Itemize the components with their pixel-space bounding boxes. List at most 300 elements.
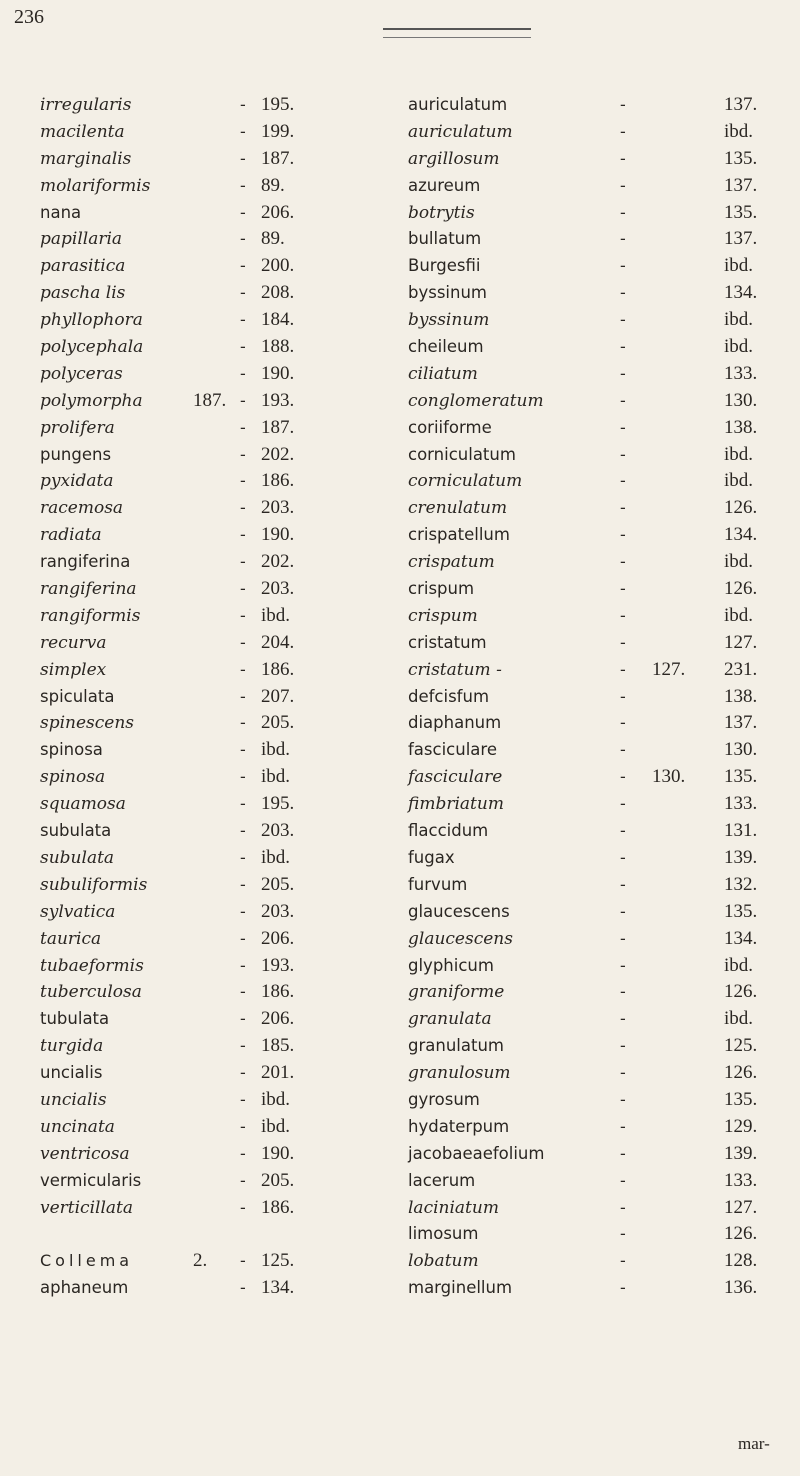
entry-name: ventricosa xyxy=(40,1143,130,1164)
entry-name: ciliatum xyxy=(408,363,478,384)
index-entry xyxy=(40,1087,400,1114)
entry-page: 185. xyxy=(261,1035,295,1057)
entry-name: graniforme xyxy=(408,982,505,1003)
index-entry xyxy=(408,576,778,603)
leader-dash: - xyxy=(240,202,246,223)
index-entry xyxy=(408,226,778,253)
entry-page: 205. xyxy=(261,1169,295,1191)
index-entry xyxy=(40,549,400,576)
entry-page: 137. xyxy=(724,228,758,250)
leader-dash: - xyxy=(620,1197,626,1218)
leader-dash: - xyxy=(620,901,626,922)
entry-name: pascha lis xyxy=(40,283,126,304)
entry-page: 130. xyxy=(724,739,758,761)
entry-page: 130. xyxy=(724,389,758,411)
index-entry xyxy=(40,1221,400,1248)
leader-dash: - xyxy=(240,1170,246,1191)
entry-name: glaucescens xyxy=(408,928,513,949)
index-entry xyxy=(40,226,400,253)
entry-secondary-page: 187. xyxy=(193,389,227,411)
index-entry xyxy=(408,442,778,469)
entry-name: azureum xyxy=(408,175,481,195)
index-entry xyxy=(408,872,778,899)
leader-dash: - xyxy=(240,256,246,277)
entry-page: 205. xyxy=(261,712,295,734)
leader-dash: - xyxy=(620,121,626,142)
entry-name: recurva xyxy=(40,632,107,653)
entry-secondary-page: 2. xyxy=(193,1250,208,1272)
entry-page: 208. xyxy=(261,282,295,304)
entry-name: Burgesfii xyxy=(408,256,481,276)
index-entry xyxy=(408,1275,778,1302)
entry-name: bullatum xyxy=(408,229,482,249)
entry-name: defcisfum xyxy=(408,686,490,706)
index-entry xyxy=(408,253,778,280)
entry-page: 134. xyxy=(724,927,758,949)
entry-name: fimbriatum xyxy=(408,794,504,815)
entry-name: lobatum xyxy=(408,1251,479,1272)
index-entry xyxy=(40,1168,400,1195)
entry-name: flaccidum xyxy=(408,821,489,841)
index-entry xyxy=(408,630,778,657)
leader-dash: - xyxy=(240,1197,246,1218)
leader-dash: - xyxy=(620,794,626,815)
entry-page: ibd. xyxy=(724,336,754,358)
leader-dash: - xyxy=(240,955,246,976)
index-entry xyxy=(40,710,400,737)
entry-page: 206. xyxy=(261,1008,295,1030)
index-entry xyxy=(40,1033,400,1060)
entry-page: 186. xyxy=(261,470,295,492)
entry-name: prolifera xyxy=(40,417,115,438)
index-entry xyxy=(408,737,778,764)
leader-dash: - xyxy=(620,1143,626,1164)
index-entry xyxy=(40,1248,400,1275)
entry-page: 135. xyxy=(724,766,758,788)
index-entry xyxy=(408,200,778,227)
index-entry xyxy=(40,1060,400,1087)
leader-dash: - xyxy=(240,767,246,788)
page-number: 236 xyxy=(14,6,44,28)
entry-name: spinosa xyxy=(40,740,103,760)
leader-dash: - xyxy=(620,686,626,707)
leader-dash: - xyxy=(240,1251,246,1272)
entry-name: coriiforme xyxy=(408,417,492,437)
index-entry xyxy=(408,1060,778,1087)
index-entry xyxy=(40,899,400,926)
entry-page: 134. xyxy=(724,524,758,546)
leader-dash: - xyxy=(620,632,626,653)
entry-name: granulata xyxy=(408,1009,492,1030)
entry-name: glaucescens xyxy=(408,901,510,921)
entry-page: ibd. xyxy=(261,604,291,626)
index-column-right xyxy=(408,92,778,1302)
index-entry xyxy=(40,979,400,1006)
leader-dash: - xyxy=(240,121,246,142)
leader-dash: - xyxy=(240,632,246,653)
index-entry xyxy=(408,845,778,872)
leader-dash: - xyxy=(620,256,626,277)
leader-dash: - xyxy=(240,1143,246,1164)
entry-page: ibd. xyxy=(724,551,754,573)
index-entry xyxy=(40,818,400,845)
index-entry xyxy=(40,576,400,603)
leader-dash: - xyxy=(240,310,246,331)
entry-page: 203. xyxy=(261,497,295,519)
entry-page: 188. xyxy=(261,336,295,358)
entry-page: 137. xyxy=(724,94,758,115)
entry-page: 201. xyxy=(261,1062,295,1084)
leader-dash: - xyxy=(240,794,246,815)
entry-page: 129. xyxy=(724,1115,758,1137)
entry-name: spinescens xyxy=(40,713,135,734)
leader-dash: - xyxy=(240,148,246,169)
entry-name: uncialis xyxy=(40,1089,107,1110)
leader-dash: - xyxy=(240,579,246,600)
index-entry xyxy=(40,1275,400,1302)
entry-page: ibd. xyxy=(261,1088,291,1110)
leader-dash: - xyxy=(240,928,246,949)
entry-name: crenulatum xyxy=(408,498,508,519)
entry-page: 126. xyxy=(724,1223,758,1245)
leader-dash: - xyxy=(620,1009,626,1030)
entry-page: ibd. xyxy=(724,954,754,976)
entry-name: crispatellum xyxy=(408,525,510,545)
index-entry xyxy=(40,388,400,415)
index-entry xyxy=(408,522,778,549)
entry-page: 139. xyxy=(724,846,758,868)
index-entry xyxy=(40,926,400,953)
leader-dash: - xyxy=(620,310,626,331)
index-entry xyxy=(408,1141,778,1168)
entry-page: ibd. xyxy=(261,1115,291,1137)
entry-name: byssinum xyxy=(408,283,488,303)
leader-dash: - xyxy=(620,605,626,626)
index-entry xyxy=(40,791,400,818)
index-entry xyxy=(40,415,400,442)
index-entry xyxy=(408,791,778,818)
index-entry xyxy=(40,603,400,630)
entry-name: laciniatum xyxy=(408,1197,499,1218)
entry-name: polycephala xyxy=(40,337,144,358)
entry-name: fugax xyxy=(408,847,455,867)
index-entry xyxy=(408,603,778,630)
index-entry xyxy=(40,953,400,980)
entry-name: lacerum xyxy=(408,1170,476,1190)
index-entry xyxy=(40,307,400,334)
leader-dash: - xyxy=(620,1170,626,1191)
leader-dash: - xyxy=(620,229,626,250)
entry-name: irregularis xyxy=(40,95,132,115)
entry-page: 190. xyxy=(261,524,295,546)
entry-name: corniculatum xyxy=(408,444,516,464)
entry-name: jacobaeaefolium xyxy=(408,1143,545,1163)
index-entry xyxy=(40,764,400,791)
entry-name: Collema xyxy=(40,1251,134,1271)
index-entry xyxy=(408,146,778,173)
leader-dash: - xyxy=(620,148,626,169)
entry-name: aphaneum xyxy=(40,1278,129,1298)
entry-name: macilenta xyxy=(40,121,125,142)
entry-name: nana xyxy=(40,202,82,222)
leader-dash: - xyxy=(240,713,246,734)
entry-page: 195. xyxy=(261,94,295,115)
entry-page: 126. xyxy=(724,578,758,600)
entry-page: 131. xyxy=(724,820,758,842)
leader-dash: - xyxy=(240,605,246,626)
leader-dash: - xyxy=(240,525,246,546)
entry-page: 138. xyxy=(724,416,758,438)
entry-page: 135. xyxy=(724,1088,758,1110)
entry-name: crispum xyxy=(408,605,478,626)
entry-page: 193. xyxy=(261,954,295,976)
entry-name: spiculata xyxy=(40,686,115,706)
index-entry xyxy=(40,495,400,522)
entry-secondary-page: 130. xyxy=(652,766,686,788)
index-entry xyxy=(40,522,400,549)
leader-dash: - xyxy=(620,982,626,1003)
index-entry xyxy=(408,926,778,953)
leader-dash: - xyxy=(620,1224,626,1245)
index-entry xyxy=(408,1033,778,1060)
entry-page: 204. xyxy=(261,631,295,653)
index-entry xyxy=(40,253,400,280)
index-entry xyxy=(40,334,400,361)
entry-name: tubulata xyxy=(40,1009,110,1029)
entry-page: 199. xyxy=(261,120,295,142)
leader-dash: - xyxy=(240,1116,246,1137)
leader-dash: - xyxy=(620,390,626,411)
entry-name: marginalis xyxy=(40,148,132,169)
entry-name: crispatum xyxy=(408,552,495,573)
index-entry xyxy=(408,818,778,845)
entry-name: conglomeratum xyxy=(408,390,544,411)
index-entry xyxy=(408,92,778,119)
entry-page: 134. xyxy=(724,282,758,304)
index-entry xyxy=(408,361,778,388)
leader-dash: - xyxy=(240,982,246,1003)
entry-page: 206. xyxy=(261,927,295,949)
index-entry xyxy=(40,872,400,899)
entry-name: byssinum xyxy=(408,310,490,331)
leader-dash: - xyxy=(620,579,626,600)
index-entry xyxy=(40,1114,400,1141)
index-entry xyxy=(408,549,778,576)
entry-page: 126. xyxy=(724,981,758,1003)
index-entry xyxy=(408,388,778,415)
entry-name: parasitica xyxy=(40,256,126,277)
entry-name: radiata xyxy=(40,525,102,546)
entry-page: 137. xyxy=(724,174,758,196)
leader-dash: - xyxy=(240,363,246,384)
entry-name: tubaeformis xyxy=(40,955,144,976)
index-entry xyxy=(408,280,778,307)
entry-name: hydaterpum xyxy=(408,1116,510,1136)
leader-dash: - xyxy=(620,767,626,788)
index-entry xyxy=(40,684,400,711)
leader-dash: - xyxy=(240,229,246,250)
entry-name: auriculatum xyxy=(408,121,513,142)
leader-dash: - xyxy=(620,444,626,465)
entry-page: 139. xyxy=(724,1142,758,1164)
leader-dash: - xyxy=(620,713,626,734)
leader-dash: - xyxy=(240,498,246,519)
entry-page: ibd. xyxy=(724,255,754,277)
entry-name: cristatum xyxy=(408,632,487,652)
entry-page: 128. xyxy=(724,1250,758,1272)
entry-page: 125. xyxy=(261,1250,295,1272)
index-entry xyxy=(40,1006,400,1033)
leader-dash: - xyxy=(240,175,246,196)
entry-name: botrytis xyxy=(408,202,475,223)
index-entry xyxy=(408,119,778,146)
entry-name: spinosa xyxy=(40,767,106,788)
entry-name: glyphicum xyxy=(408,955,494,975)
entry-page: 133. xyxy=(724,1169,758,1191)
entry-page: 195. xyxy=(261,793,295,815)
index-entry xyxy=(408,710,778,737)
leader-dash: - xyxy=(620,821,626,842)
leader-dash: - xyxy=(240,95,246,115)
leader-dash: - xyxy=(620,471,626,492)
leader-dash: - xyxy=(240,283,246,304)
entry-page: ibd. xyxy=(261,766,291,788)
index-entry xyxy=(408,1221,778,1248)
entry-page: ibd. xyxy=(724,443,754,465)
index-entry xyxy=(408,1006,778,1033)
index-entry xyxy=(40,119,400,146)
entry-name: cheileum xyxy=(408,337,484,357)
entry-name: turgida xyxy=(40,1036,104,1057)
header-rule xyxy=(383,28,531,38)
entry-name: squamosa xyxy=(40,794,126,815)
entry-name: simplex xyxy=(40,659,107,680)
entry-page: 89. xyxy=(261,174,285,196)
entry-page: ibd. xyxy=(724,120,754,142)
entry-name: verticillata xyxy=(40,1197,133,1218)
index-entry xyxy=(408,415,778,442)
entry-page: 133. xyxy=(724,362,758,384)
entry-page: 135. xyxy=(724,147,758,169)
entry-name: rangiferina xyxy=(40,552,131,572)
index-entry xyxy=(408,1087,778,1114)
entry-name: auriculatum xyxy=(408,95,508,114)
leader-dash: - xyxy=(240,417,246,438)
index-entry xyxy=(40,468,400,495)
entry-name: pungens xyxy=(40,444,112,464)
entry-name: phyllophora xyxy=(40,310,143,331)
entry-page: ibd. xyxy=(261,846,291,868)
entry-page: 205. xyxy=(261,873,295,895)
index-entry xyxy=(408,468,778,495)
entry-page: ibd. xyxy=(724,470,754,492)
index-entry xyxy=(40,361,400,388)
leader-dash: - xyxy=(620,1116,626,1137)
leader-dash: - xyxy=(620,498,626,519)
leader-dash: - xyxy=(620,928,626,949)
entry-page: 133. xyxy=(724,793,758,815)
entry-name: diaphanum xyxy=(408,713,502,733)
leader-dash: - xyxy=(240,390,246,411)
leader-dash: - xyxy=(240,821,246,842)
entry-name: polyceras xyxy=(40,363,123,384)
index-entry xyxy=(408,657,778,684)
index-entry xyxy=(408,495,778,522)
entry-name: rangiferina xyxy=(40,579,137,600)
entry-name: uncialis xyxy=(40,1063,103,1083)
entry-name: granulosum xyxy=(408,1063,511,1084)
entry-page: 231. xyxy=(724,658,758,680)
index-entry xyxy=(40,92,400,119)
entry-name: argillosum xyxy=(408,148,500,169)
entry-name: sylvatica xyxy=(40,901,116,922)
entry-page: 134. xyxy=(261,1277,295,1299)
entry-page: 190. xyxy=(261,1142,295,1164)
entry-page: 206. xyxy=(261,201,295,223)
entry-secondary-page: 127. xyxy=(652,658,686,680)
index-entry xyxy=(408,953,778,980)
leader-dash: - xyxy=(240,740,246,761)
index-entry xyxy=(408,307,778,334)
index-entry xyxy=(40,280,400,307)
index-entry xyxy=(40,1195,400,1222)
index-entry xyxy=(408,1195,778,1222)
index-entry xyxy=(40,845,400,872)
entry-name: racemosa xyxy=(40,498,124,519)
leader-dash: - xyxy=(620,363,626,384)
leader-dash: - xyxy=(620,283,626,304)
entry-page: ibd. xyxy=(724,1008,754,1030)
index-entry xyxy=(40,737,400,764)
leader-dash: - xyxy=(620,1278,626,1299)
entry-name: pyxidata xyxy=(40,471,114,492)
entry-name: fasciculare xyxy=(408,767,503,788)
entry-page: 202. xyxy=(261,551,295,573)
index-entry xyxy=(408,979,778,1006)
entry-name: tuberculosa xyxy=(40,982,142,1003)
leader-dash: - xyxy=(620,1251,626,1272)
entry-name: furvum xyxy=(408,874,468,894)
entry-name: subulata xyxy=(40,847,115,868)
index-entry xyxy=(40,200,400,227)
leader-dash: - xyxy=(620,955,626,976)
index-entry xyxy=(408,1168,778,1195)
entry-page: 203. xyxy=(261,820,295,842)
index-entry xyxy=(408,334,778,361)
entry-page: 135. xyxy=(724,900,758,922)
leader-dash: - xyxy=(620,175,626,196)
leader-dash: - xyxy=(620,659,626,680)
leader-dash: - xyxy=(240,471,246,492)
entry-name: subuliformis xyxy=(40,874,148,895)
entry-page: 207. xyxy=(261,685,295,707)
index-entry xyxy=(408,1248,778,1275)
entry-page: 137. xyxy=(724,712,758,734)
leader-dash: - xyxy=(240,901,246,922)
leader-dash: - xyxy=(620,552,626,573)
leader-dash: - xyxy=(620,874,626,895)
entry-page: 186. xyxy=(261,658,295,680)
leader-dash: - xyxy=(620,337,626,358)
index-entry xyxy=(40,442,400,469)
entry-page: 200. xyxy=(261,255,295,277)
entry-name: marginellum xyxy=(408,1278,513,1298)
entry-name: molariformis xyxy=(40,175,151,196)
entry-name: cristatum - xyxy=(408,659,502,680)
entry-page: 186. xyxy=(261,1196,295,1218)
entry-page: 187. xyxy=(261,147,295,169)
index-entry xyxy=(40,630,400,657)
